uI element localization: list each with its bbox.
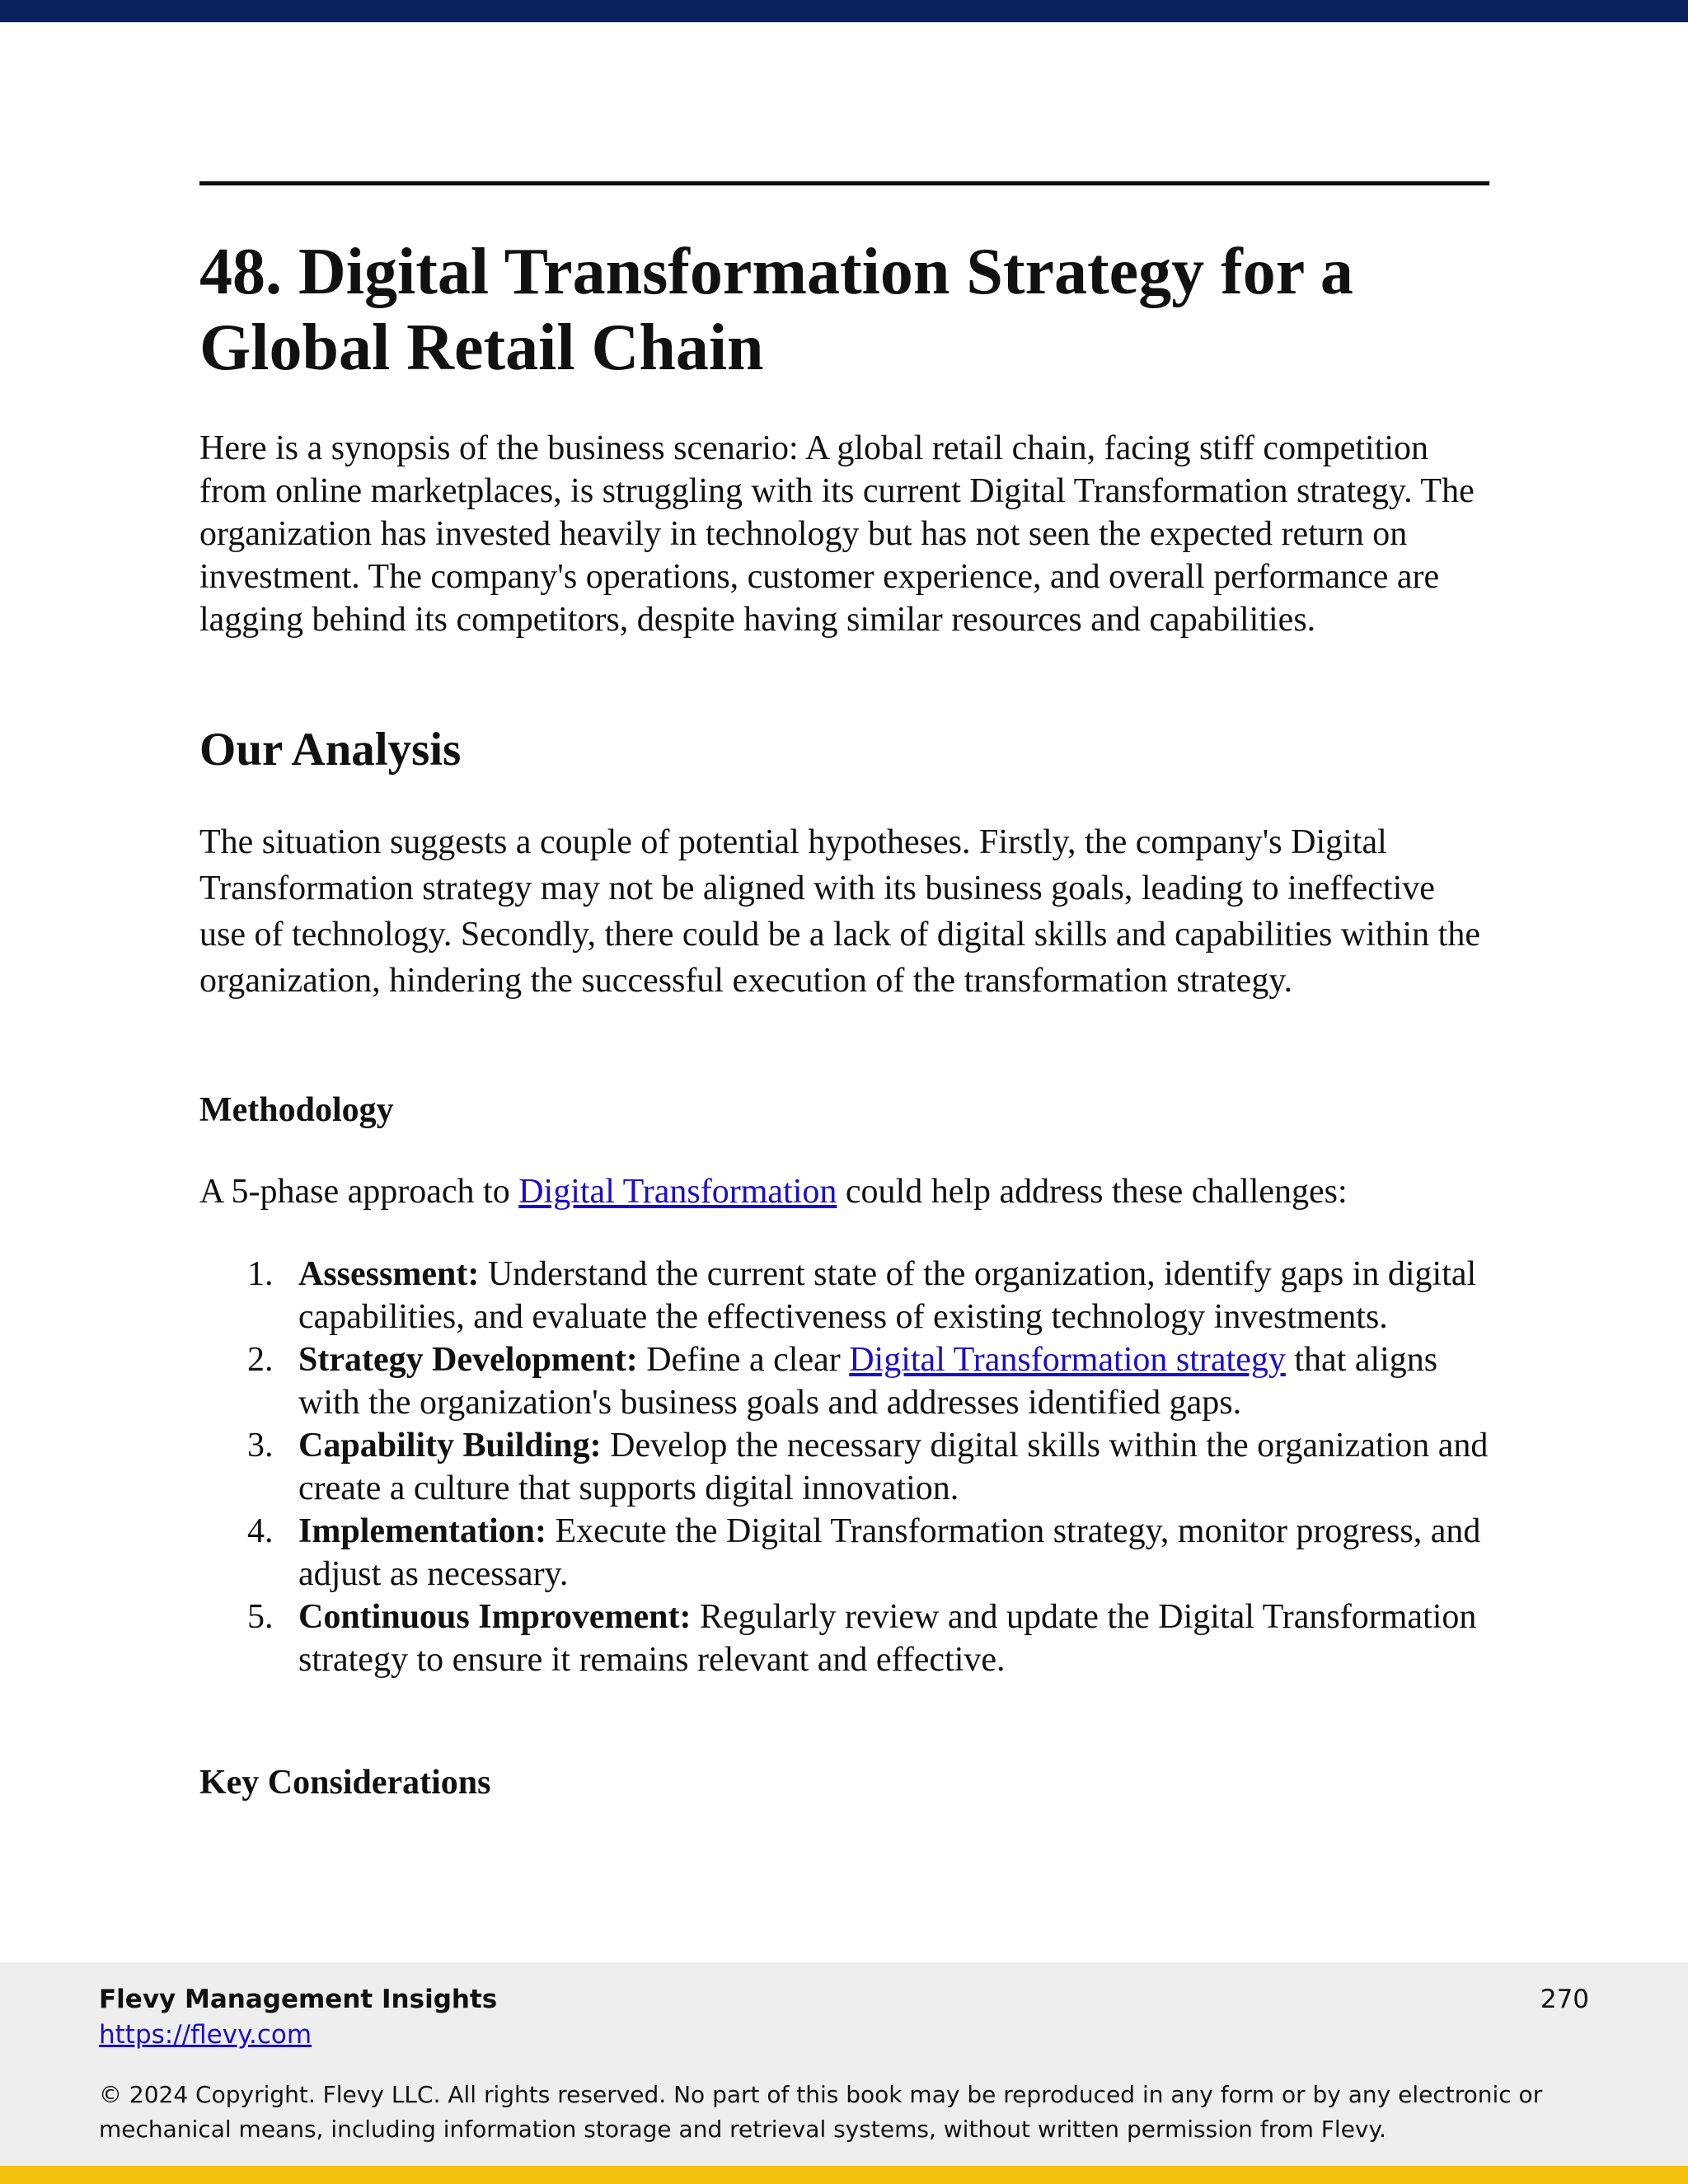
phase-number: 5. xyxy=(247,1598,274,1636)
phase-number: 2. xyxy=(247,1341,274,1379)
footer-url-link[interactable]: https://flevy.com xyxy=(99,2020,312,2050)
phase-number: 4. xyxy=(247,1512,274,1550)
phase-description-before: Define a clear xyxy=(637,1341,850,1379)
phase-number: 1. xyxy=(247,1255,274,1293)
phase-item-assessment xyxy=(247,1253,1489,1338)
phase-name: Assessment: xyxy=(298,1255,480,1293)
key-considerations-heading: Key Considerations xyxy=(199,1764,491,1802)
page-title: 48. Digital Transformation Strategy for a Global Retail Chain xyxy=(199,236,1353,384)
intro-text-after: could help address these challenges: xyxy=(837,1173,1348,1211)
page-number: 270 xyxy=(1540,1985,1589,2014)
phase-name: Capability Building: xyxy=(298,1427,602,1465)
phase-item-implementation xyxy=(247,1510,1489,1596)
analysis-heading: Our Analysis xyxy=(199,724,462,776)
phase-description: Execute the Digital Transformation strategy, monitor progress, and adjust as necessary. xyxy=(298,1512,1481,1593)
bottom-accent-bar xyxy=(0,2166,1688,2184)
phase-name: Implementation: xyxy=(298,1512,546,1550)
synopsis-paragraph: Here is a synopsis of the business scenario: A global retail chain, facing stiff competition from online marketplaces, is struggling with its current Digital Transformation strategy. The organization has invested heavily in technology but has not seen the expected return on investment. The company's operations, customer experience, and overall performance are lagging behind its competitors, despite having similar resources and capabilities. xyxy=(199,429,1475,639)
digital-transformation-strategy-link[interactable]: Digital Transformation strategy xyxy=(849,1341,1286,1379)
phase-item-strategy-development xyxy=(247,1338,1489,1424)
intro-text-before: A 5-phase approach to xyxy=(199,1173,519,1211)
phase-description-after: that aligns with the organization's business goals and addresses identified gaps. xyxy=(298,1341,1438,1422)
phase-list xyxy=(199,1253,1489,1681)
phase-item-capability-building xyxy=(247,1424,1489,1510)
phase-name: Continuous Improvement: xyxy=(298,1598,692,1636)
phase-description: Understand the current state of the organization, identify gaps in digital capabilities, and evaluate the effectiveness of existing technology investments. xyxy=(298,1255,1477,1336)
phase-description: Develop the necessary digital skills within the organization and create a culture that supports digital innovation. xyxy=(298,1427,1489,1507)
phase-item-continuous-improvement xyxy=(247,1596,1489,1681)
phase-number: 3. xyxy=(247,1427,274,1465)
title-rule xyxy=(199,181,1489,185)
methodology-intro xyxy=(199,1170,1489,1213)
top-accent-bar xyxy=(0,0,1688,22)
digital-transformation-link[interactable]: Digital Transformation xyxy=(518,1173,837,1211)
phase-description: Regularly review and update the Digital Transformation strategy to ensure it remains relevant and effective. xyxy=(298,1598,1477,1679)
copyright-notice: © 2024 Copyright. Flevy LLC. All rights reserved. No part of this book may be reproduced in any form or by any electronic or mechanical means, including information storage and retrieval systems, without written permission from Flevy. xyxy=(99,2081,1543,2143)
methodology-heading: Methodology xyxy=(199,1091,394,1129)
page-footer xyxy=(0,1962,1688,2166)
footer-brand: Flevy Management Insights xyxy=(99,1985,498,2014)
phase-name: Strategy Development: xyxy=(298,1341,638,1379)
analysis-paragraph: The situation suggests a couple of potential hypotheses. Firstly, the company's Digital Transformation strategy may not be aligned with its business goals, leading to ineffective use of technology. Secondly, there could be a lack of digital skills and capabilities within the organization, hindering the successful execution of the transformation strategy. xyxy=(199,823,1480,1000)
